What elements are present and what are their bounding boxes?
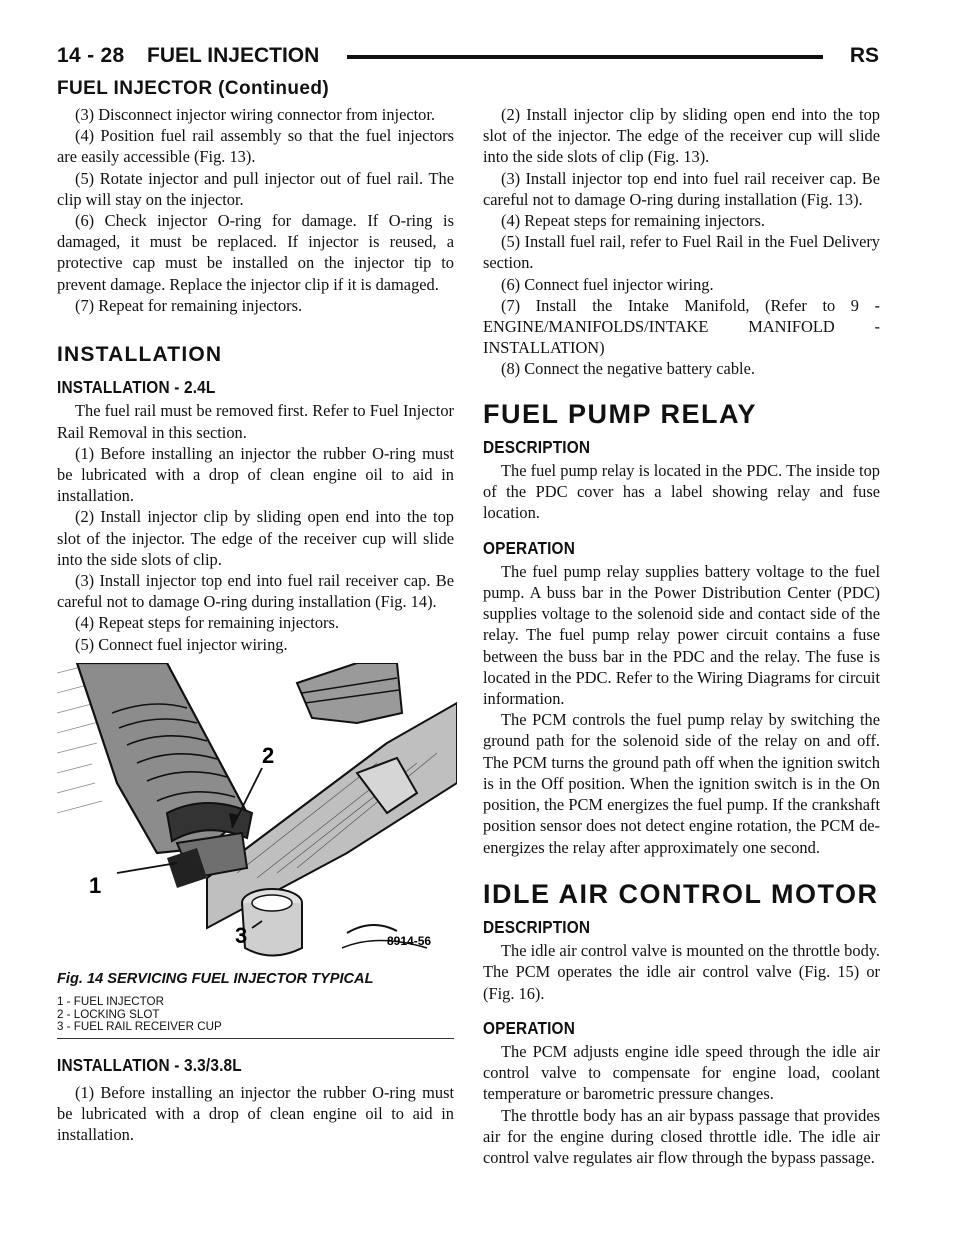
install-24-heading: INSTALLATION - 2.4L: [57, 377, 216, 398]
step-paragraph: (5) Rotate injector and pull injector out of fuel rail. The clip will stay on the injector.: [57, 168, 454, 209]
step-paragraph: (6) Connect fuel injector wiring.: [501, 274, 714, 294]
step-paragraph: (8) Connect the negative battery cable.: [501, 359, 755, 379]
body-paragraph: The throttle body has an air bypass passage that provides air for the engine during closed throttle idle. The idle air control valve regulates air flow through the bypass passage.: [483, 1105, 880, 1167]
step-paragraph: (3) Install injector top end into fuel rail receiver cap. Be careful not to damage O-ring during installation (Fig. 13).: [483, 168, 880, 209]
body-paragraph: The PCM adjusts engine idle speed through the idle air control valve to compensate for engine load, coolant temperature or barometric pressure changes.: [483, 1041, 880, 1104]
installation-heading: INSTALLATION: [57, 343, 223, 367]
section-title: FUEL INJECTION: [147, 44, 320, 67]
injector-drawing: [57, 663, 457, 965]
relay-operation-heading: OPERATION: [483, 537, 576, 558]
step-paragraph: (4) Repeat steps for remaining injectors.: [501, 211, 765, 231]
legend-item: 1 - FUEL INJECTOR: [57, 995, 164, 1009]
fig-14-illustration: [57, 663, 457, 965]
iac-heading: IDLE AIR CONTROL MOTOR: [483, 878, 879, 909]
callout-3: 3: [235, 922, 248, 948]
step-paragraph: (5) Connect fuel injector wiring.: [75, 634, 288, 654]
page-header: [57, 44, 879, 74]
figure-caption: Fig. 14 SERVICING FUEL INJECTOR TYPICAL: [57, 970, 374, 987]
relay-heading: FUEL PUMP RELAY: [483, 398, 758, 429]
page-number: 14 - 28: [57, 44, 125, 67]
body-paragraph: The fuel pump relay supplies battery voltage to the fuel pump. A buss bar in the Power Distribution Center (PDC) supplies voltage to the solenoid side and contact side of the relay. The fuel pump relay power circuit contains a fuse between the buss bar in the PDC and the relay. The fuse is located in the PDC. Refer to the Wiring Diagrams for circuit information.: [483, 561, 880, 709]
legend-item: 2 - LOCKING SLOT: [57, 1007, 160, 1021]
legend-item: 3 - FUEL RAIL RECEIVER CUP: [57, 1020, 222, 1034]
figure-code: 8914-56: [387, 933, 432, 948]
callout-2: 2: [262, 742, 275, 768]
step-paragraph: (4) Position fuel rail assembly so that the fuel injectors are easily accessible (Fig. 13).: [57, 126, 454, 167]
iac-operation-heading: OPERATION: [483, 1017, 576, 1038]
step-paragraph: (1) Before installing an injector the rubber O-ring must be lubricated with a drop of clean engine oil to aid in installation.: [57, 1082, 454, 1145]
figure-legend: [57, 996, 454, 1034]
step-paragraph: (2) Install injector clip by sliding open end into the top slot of the injector. The edge of the receiver cup will slide into the side slots of clip.: [57, 507, 454, 569]
step-paragraph: (7) Repeat for remaining injectors.: [75, 295, 303, 315]
body-paragraph: The PCM controls the fuel pump relay by switching the ground path for the solenoid side of the relay on and off. The PCM turns the ground path off when the ignition switch is in the Off position. When the ignition switch is in the On position, the PCM energizes the fuel pump. If the crankshaft position sensor does not detect engine rotation, the PCM de-energizes the relay after approximately one second.: [483, 710, 880, 857]
step-paragraph: (7) Install the Intake Manifold, (Refer to 9 - ENGINE/MANIFOLDS/INTAKE MANIFOLD - INSTALLATION): [483, 295, 880, 358]
step-paragraph: (4) Repeat steps for remaining injectors.: [75, 613, 339, 633]
callout-1: 1: [89, 872, 102, 898]
step-paragraph: (1) Before installing an injector the rubber O-ring must be lubricated with a drop of clean engine oil to aid in installation.: [57, 443, 454, 506]
left-column: [57, 104, 454, 1145]
iac-description-heading: DESCRIPTION: [483, 916, 591, 937]
continued-title: FUEL INJECTOR (Continued): [57, 78, 330, 99]
body-paragraph: The fuel rail must be removed first. Refer to Fuel Injector Rail Removal in this section.: [57, 401, 454, 442]
step-paragraph: (3) Install injector top end into fuel rail receiver cap. Be careful not to damage O-ring during installation (Fig. 14).: [57, 571, 454, 612]
body-paragraph: The fuel pump relay is located in the PDC. The inside top of the PDC cover has a label showing relay and fuse location.: [483, 461, 880, 523]
install-33-heading: INSTALLATION - 3.3/3.8L: [57, 1054, 242, 1075]
relay-description-heading: DESCRIPTION: [483, 436, 591, 457]
model-code: RS: [849, 44, 879, 67]
step-paragraph: (2) Install injector clip by sliding open end into the top slot of the injector. The edge of the receiver cup will slide into the side slots of clip (Fig. 13).: [483, 105, 880, 167]
step-paragraph: (3) Disconnect injector wiring connector from injector.: [75, 105, 436, 124]
header-rule: [347, 55, 823, 59]
step-paragraph: (6) Check injector O-ring for damage. If O-ring is damaged, it must be replaced. If injector is reused, a protective cap must be installed on the injector tip to prevent damage. Replace the injector clip if it is damaged.: [57, 211, 454, 294]
step-paragraph: (5) Install fuel rail, refer to Fuel Rail in the Fuel Delivery section.: [483, 232, 880, 273]
right-column: [483, 104, 880, 1168]
body-paragraph: The idle air control valve is mounted on the throttle body. The PCM operates the idle air control valve (Fig. 15) or (Fig. 16).: [483, 941, 880, 1003]
